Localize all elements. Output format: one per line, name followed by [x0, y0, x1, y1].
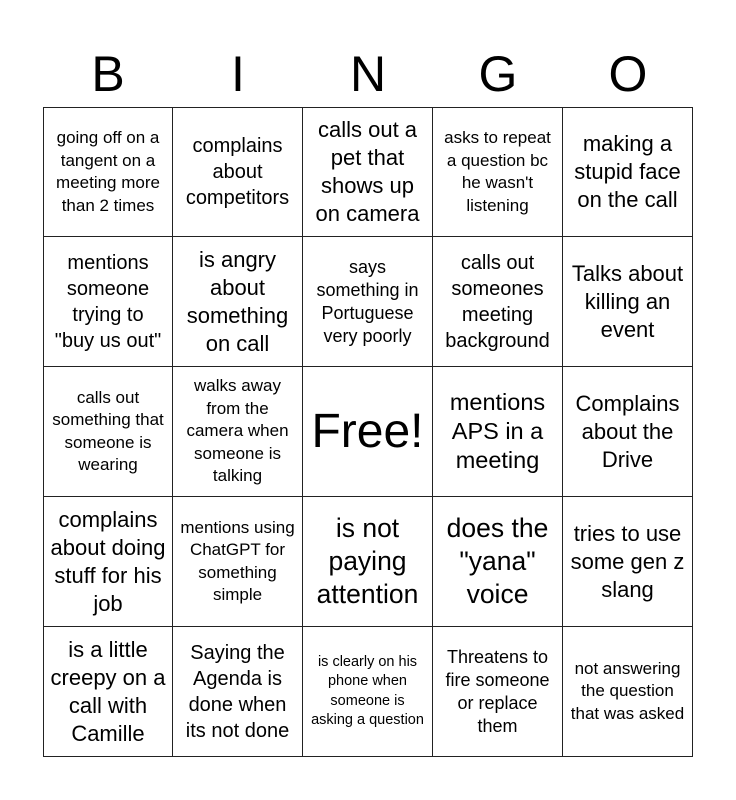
bingo-cell-text: walks away from the camera when someone is talking [186, 376, 289, 486]
bingo-cell-text: Complains about the Drive [575, 390, 680, 472]
bingo-cell-r5-c4[interactable] [433, 627, 563, 757]
bingo-cell-r4-c2[interactable] [173, 497, 303, 627]
bingo-cell-text: is angry about something on call [186, 246, 289, 356]
bingo-cell-free[interactable] [303, 367, 433, 497]
bingo-cell-text: Saying the Agenda is done when its not done [185, 641, 290, 742]
bingo-cell-text: calls out a pet that shows up on camera [315, 117, 420, 226]
header-letter-o: O [608, 46, 648, 102]
bingo-cell-r5-c1[interactable] [43, 627, 173, 757]
bingo-cell-r2-c1[interactable] [43, 237, 173, 367]
bingo-cell-text: not answering the question that was asked [570, 658, 685, 723]
bingo-cell-text: does the "yana" voice [446, 513, 549, 609]
bingo-cell-r4-c4[interactable] [433, 497, 563, 627]
bingo-cell-r1-c1[interactable] [43, 107, 173, 237]
bingo-cell-r4-c5[interactable] [563, 497, 693, 627]
bingo-cell-text: asks to repeat a question bc he wasn't listening [444, 128, 551, 215]
bingo-cell-text: Threatens to fire someone or replace them [445, 646, 550, 736]
bingo-cell-r1-c5[interactable] [563, 107, 693, 237]
bingo-cell-r3-c4[interactable] [433, 367, 563, 497]
bingo-cell-text: mentions APS in a meeting [449, 389, 546, 473]
bingo-cell-r4-c1[interactable] [43, 497, 173, 627]
bingo-cell-r1-c3[interactable] [303, 107, 433, 237]
bingo-cell-r5-c2[interactable] [173, 627, 303, 757]
bingo-cell-text: is not paying attention [316, 513, 419, 609]
bingo-cell-r3-c2[interactable] [173, 367, 303, 497]
bingo-cell-r3-c1[interactable] [43, 367, 173, 497]
bingo-cell-text: mentions someone trying to "buy us out" [54, 251, 162, 352]
bingo-cell-text: complains about doing stuff for his job [50, 506, 166, 616]
header-letter-b: B [91, 46, 125, 102]
bingo-header [43, 42, 693, 106]
bingo-cell-r2-c4[interactable] [433, 237, 563, 367]
bingo-cell-r2-c3[interactable] [303, 237, 433, 367]
bingo-cell-text: says something in Portuguese very poorly [316, 256, 419, 346]
bingo-cell-r5-c5[interactable] [563, 627, 693, 757]
bingo-cell-text: calls out someones meeting background [445, 251, 550, 352]
bingo-cell-r5-c3[interactable] [303, 627, 433, 757]
header-letter-i: I [231, 46, 245, 102]
bingo-cell-r2-c2[interactable] [173, 237, 303, 367]
bingo-cell-text: complains about competitors [185, 135, 290, 209]
bingo-cell-r1-c2[interactable] [173, 107, 303, 237]
free-space-label: Free! [311, 404, 424, 458]
bingo-cell-r4-c3[interactable] [303, 497, 433, 627]
bingo-cell-text: mentions using ChatGPT for something simple [180, 517, 295, 604]
bingo-cell-text: going off on a tangent on a meeting more than 2 times [56, 128, 160, 215]
bingo-cell-text: tries to use some gen z slang [570, 520, 685, 602]
header-letter-g: G [478, 46, 518, 102]
bingo-board [43, 107, 693, 757]
bingo-cell-text: is clearly on his phone when someone is asking a question [311, 653, 424, 728]
bingo-cell-r2-c5[interactable] [563, 237, 693, 367]
bingo-cell-r1-c4[interactable] [433, 107, 563, 237]
bingo-cell-text: Talks about killing an event [571, 260, 684, 342]
bingo-cell-text: is a little creepy on a call with Camille [50, 636, 166, 746]
bingo-cell-r3-c5[interactable] [563, 367, 693, 497]
header-letter-n: N [349, 46, 387, 102]
bingo-cell-text: making a stupid face on the call [574, 131, 681, 212]
bingo-cell-text: calls out something that someone is wearing [52, 387, 164, 474]
